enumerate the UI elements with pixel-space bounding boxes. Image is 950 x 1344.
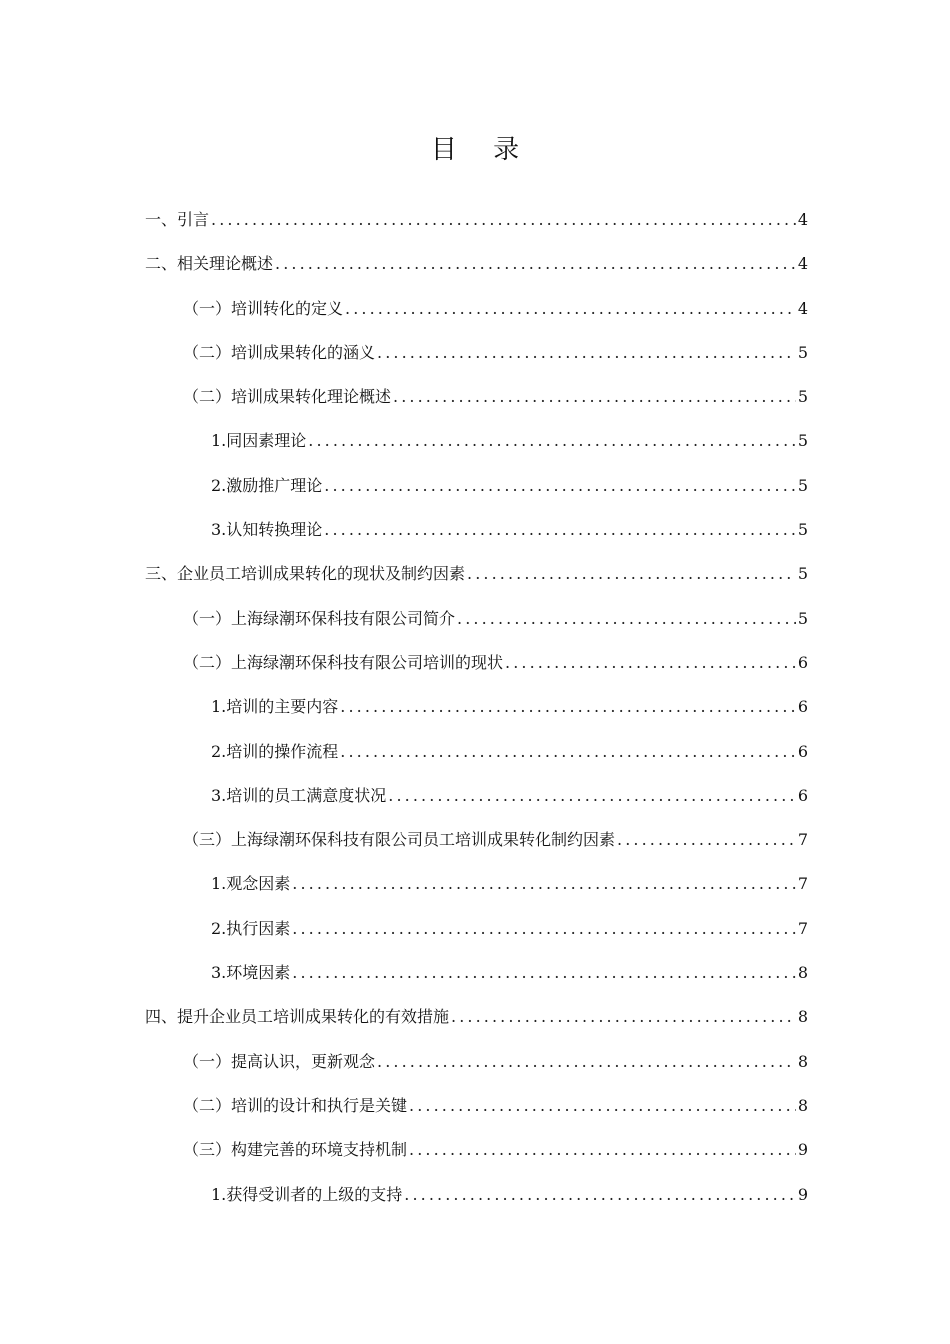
toc-dot-leader (467, 552, 796, 596)
toc-page-number: 8 (797, 1007, 808, 1027)
toc-page-number: 7 (797, 874, 808, 894)
toc-dot-leader (457, 597, 796, 641)
toc-entry[interactable] (145, 907, 808, 951)
toc-entry-text: 一、引言 (145, 210, 210, 229)
toc-entry-text: （三）构建完善的环境支持机制 (183, 1140, 408, 1160)
toc-entry[interactable] (145, 730, 808, 774)
toc-dot-leader (292, 951, 796, 995)
toc-entry-text: 3.认知转换理论 (211, 520, 323, 540)
toc-entry-text: 1.观念因素 (211, 874, 291, 894)
toc-title: 目 录 (430, 135, 534, 165)
toc-page-number: 5 (797, 608, 808, 628)
toc-entry-text: （三）上海绿潮环保科技有限公司员工培训成果转化制约因素 (183, 830, 616, 850)
toc-entry[interactable] (145, 419, 808, 463)
toc-entry-text: 2.执行因素 (211, 918, 291, 938)
toc-entry[interactable] (145, 508, 808, 552)
toc-page-number: 6 (797, 652, 808, 672)
toc-page-number: 8 (797, 1051, 808, 1071)
toc-entry[interactable] (145, 951, 808, 995)
toc-entry[interactable] (145, 995, 808, 1039)
toc-page-number: 4 (797, 298, 808, 318)
toc-entry-text: 3.环境因素 (211, 963, 291, 983)
toc-page-number: 5 (797, 564, 808, 584)
toc-entry[interactable] (145, 685, 808, 729)
toc-entry-text: （二）培训成果转化的涵义 (183, 342, 376, 362)
toc-dot-leader (324, 508, 796, 552)
toc-page-number: 5 (797, 475, 808, 495)
toc-entry[interactable] (145, 818, 808, 862)
toc-page-number: 5 (797, 342, 808, 362)
toc-entry[interactable] (145, 198, 808, 242)
toc-page-number: 5 (797, 387, 808, 407)
toc-page-number: 5 (797, 431, 808, 451)
toc-entry-text: （二）培训成果转化理论概述 (183, 387, 392, 407)
toc-entry-text: 三、企业员工培训成果转化的现状及制约因素 (145, 564, 466, 584)
toc-entry[interactable] (145, 862, 808, 906)
toc-dot-leader (505, 641, 796, 685)
toc-entry-text: 四、提升企业员工培训成果转化的有效措施 (145, 1007, 450, 1027)
toc-entry-text: （一）上海绿潮环保科技有限公司简介 (183, 608, 456, 628)
toc-entry[interactable] (145, 331, 808, 375)
toc-dot-leader (292, 907, 796, 951)
toc-page-number: 4 (797, 210, 808, 229)
toc-entry[interactable] (145, 552, 808, 596)
toc-page-number: 6 (797, 785, 808, 805)
toc-dot-leader (377, 331, 796, 375)
toc-dot-leader (211, 198, 796, 242)
toc-page-number: 8 (797, 963, 808, 983)
toc-dot-leader (345, 287, 796, 331)
toc-page-number: 4 (797, 254, 808, 274)
toc-page-number: 9 (797, 1184, 808, 1204)
toc-dot-leader (340, 685, 796, 729)
toc-entry[interactable] (145, 774, 808, 818)
toc-entry[interactable] (145, 641, 808, 685)
toc-page-number: 6 (797, 741, 808, 761)
toc-entry[interactable] (145, 375, 808, 419)
toc-entry-text: （一）培训转化的定义 (183, 298, 344, 318)
toc-dot-leader (404, 1173, 796, 1217)
toc-dot-leader (388, 774, 796, 818)
toc-entry[interactable] (145, 1128, 808, 1172)
toc-entry[interactable] (145, 1173, 808, 1217)
toc-page-number: 8 (797, 1095, 808, 1115)
toc-page-number: 6 (797, 697, 808, 717)
toc-dot-leader (617, 818, 796, 862)
toc-entry[interactable] (145, 1040, 808, 1084)
toc-dot-leader (377, 1040, 796, 1084)
toc-dot-leader (393, 375, 796, 419)
toc-dot-leader (324, 464, 796, 508)
toc-entry[interactable] (145, 242, 808, 286)
toc-dot-leader (275, 242, 796, 286)
toc-dot-leader (308, 419, 796, 463)
toc-entry-text: 二、相关理论概述 (145, 254, 274, 274)
toc-dot-leader (451, 995, 796, 1039)
toc-entry-text: （二）培训的设计和执行是关键 (183, 1095, 408, 1115)
toc-entry[interactable] (145, 287, 808, 331)
toc-dot-leader (409, 1128, 796, 1172)
toc-entry-text: 2.激励推广理论 (211, 475, 323, 495)
toc-page-number: 9 (797, 1140, 808, 1160)
toc-page-number: 7 (797, 918, 808, 938)
toc-dot-leader (340, 730, 796, 774)
toc-entry[interactable] (145, 1084, 808, 1128)
toc-dot-leader (292, 862, 796, 906)
toc-entry[interactable] (145, 464, 808, 508)
toc-entry-text: 1.获得受训者的上级的支持 (211, 1184, 403, 1204)
toc-list (145, 198, 808, 1217)
toc-entry-text: 1.同因素理论 (211, 431, 307, 451)
toc-entry-text: 2.培训的操作流程 (211, 741, 339, 761)
toc-entry[interactable] (145, 597, 808, 641)
toc-entry-text: 3.培训的员工满意度状况 (211, 785, 387, 805)
toc-entry-text: （一）提高认识，更新观念 (183, 1051, 376, 1071)
toc-entry-text: （二）上海绿潮环保科技有限公司培训的现状 (183, 652, 504, 672)
toc-page-number: 5 (797, 520, 808, 540)
toc-dot-leader (409, 1084, 796, 1128)
toc-page-number: 7 (797, 830, 808, 850)
toc-entry-text: 1.培训的主要内容 (211, 697, 339, 717)
